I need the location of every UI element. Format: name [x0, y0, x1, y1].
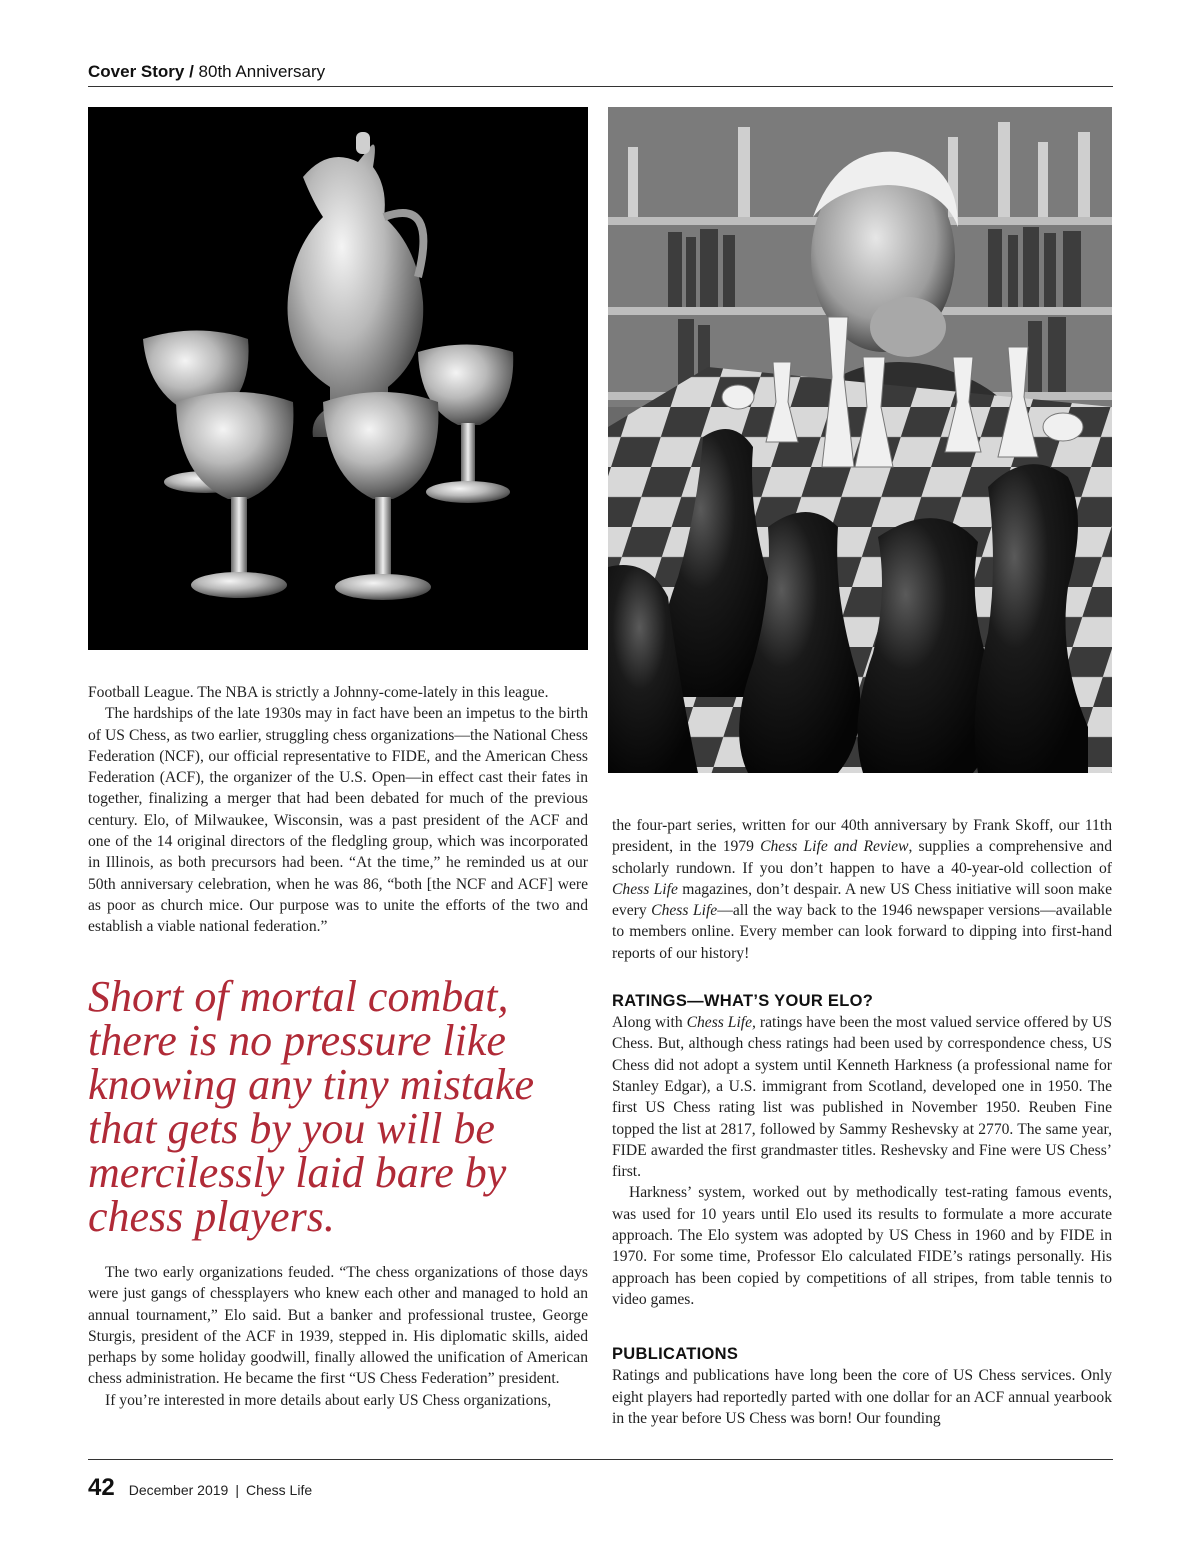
- running-header: [88, 62, 1112, 82]
- right-paragraph-4: Ratings and publications have long been the core of US Chess services. Only eight players had reportedly parted with one dollar for an ACF annual yearbook in the year before US Chess was born! Our founding: [612, 1367, 1112, 1427]
- trophy-set-image: [88, 107, 588, 650]
- right-paragraph-1: [612, 815, 1112, 964]
- left-column-lower: [88, 1262, 588, 1411]
- italic-title: Chess Life: [612, 880, 678, 898]
- italic-title: Chess Life,: [686, 1014, 756, 1032]
- left-paragraph-3: The two early organizations feuded. “The chess organizations of those days were just gangs of chessplayers who knew each other and managed to hold an annual tournament,” Elo said. But a banker and professional trustee, George Sturgis, president of the ACF in 1939, stepped in. His diplomatic skills, aided perhaps by some holiday goodwill, finally allowed the unification of American chess administration. He became the first “US Chess Federation” president.: [88, 1264, 588, 1388]
- subhead-ratings: RATINGS—WHAT’S YOUR ELO?: [612, 992, 874, 1011]
- header-rule: [88, 86, 1113, 87]
- text-run: ratings have been the most valued service offered by US Chess. But, although chess ratings had been used by correspondence chess, US Chess did not adopt a system until Kenneth Harkness (a professional name for Stanley Edgar), a U.S. immigrant from Scotland, developed one in 1950. The first US Chess rating list was published in November 1950. Reuben Fine topped the list at 2817, followed by Sammy Reshevsky at 2770. The same year, FIDE awarded the first grandmaster titles. Reshevsky and Fine were US Chess’ first.: [612, 1014, 1113, 1181]
- pull-quote: Short of mortal combat, there is no pressure like knowing any tiny mistake that gets by you will be mercilessly laid bare by chess players.: [88, 972, 535, 1241]
- issue-date: December 2019: [128, 1482, 229, 1498]
- text-run: Along with: [612, 1014, 687, 1032]
- text-run: the four-part series, written for our 40th anniversary by Frank Skoff, our 11th president, in the 1979: [612, 817, 1112, 856]
- left-paragraph-4: If you’re interested in more details about early US Chess organizations,: [105, 1391, 552, 1409]
- section-label: Cover Story /: [88, 62, 194, 81]
- right-paragraph-2: [612, 1012, 1112, 1182]
- right-column: [612, 815, 1112, 1429]
- left-column-upper: [88, 682, 588, 938]
- text-run: —all the way back to the 1946 newspaper versions—available to members online. Every member can look forward to dipping into first-hand reports of our history!: [612, 902, 1112, 962]
- magazine-name: Chess Life: [245, 1482, 313, 1498]
- italic-title: Chess Life and Review: [760, 838, 909, 856]
- page-footer: [88, 1474, 312, 1502]
- elo-portrait-image: [608, 107, 1112, 773]
- trophy-set-photo: [88, 107, 588, 650]
- left-paragraph-1: Football League. The NBA is strictly a Johnny-come-lately in this league.: [88, 684, 549, 701]
- elo-portrait-photo: [608, 107, 1112, 773]
- left-paragraph-2: The hardships of the late 1930s may in fact have been an impetus to the birth of US Chess, as two earlier, struggling chess organizations—the National Chess Federation (NCF), our official representative to FIDE, and the American Chess Federation (ACF), the organizer of the U.S. Open—in effect cast their fates in together, finalizing a merger that had been debated for much of the previous century. Elo, of Milwaukee, Wisconsin, was a past president of the ACF and one of the 14 original directors of the fledgling group, which was incorporated in Illinois, as both precursors had been. “At the time,” he reminded us at our 50th anniversary celebration, when he was 86, “both [the NCF and ACF] were as poor as church mice. Our purpose was to unite the efforts of the two and establish a viable national federation.”: [88, 705, 588, 936]
- italic-title: Chess Life: [651, 902, 718, 920]
- footer-separator: |: [235, 1482, 239, 1498]
- subsection-label: 80th Anniversary: [198, 62, 326, 81]
- text-run: magazines, don’t despair. A new US Chess initiative will soon make every: [612, 880, 1112, 920]
- right-paragraph-3: Harkness’ system, worked out by methodically test-rating famous events, was used for 10 years until Elo used its results to formulate a more accurate approach. The Elo system was adopted by US Chess in 1960 and by FIDE in 1970. For some time, Professor Elo calculated FIDE’s ratings personally. His approach has been copied by competitions of all stripes, from table tennis to video games.: [612, 1184, 1112, 1308]
- footer-rule: [88, 1459, 1113, 1460]
- text-run: , supplies a comprehensive and scholarly rundown. If you don’t happen to have a 40-year-old collection of: [612, 838, 1112, 877]
- subhead-publications: PUBLICATIONS: [612, 1345, 739, 1364]
- page-number: 42: [88, 1474, 115, 1501]
